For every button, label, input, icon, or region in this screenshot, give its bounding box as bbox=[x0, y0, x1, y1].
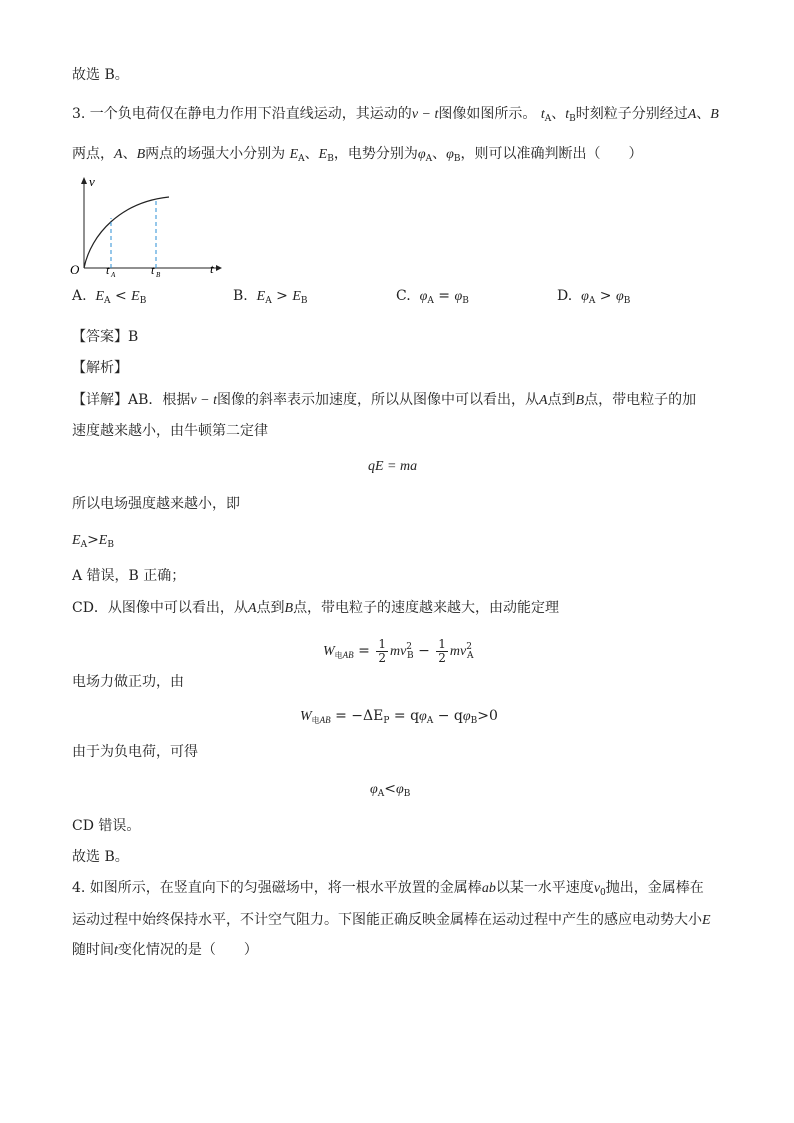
t-axis-arrow bbox=[216, 265, 222, 271]
detail-line-3: 所以电场强度越来越小，即 bbox=[72, 496, 240, 512]
tA-label: t bbox=[106, 263, 110, 277]
detail-line-1: 【详解】AB．根据v − t图像的斜率表示加速度，所以从图像中可以看出，从A点到B点，带电粒子的加 bbox=[72, 392, 697, 408]
v-axis-label: v bbox=[89, 174, 95, 189]
question-4-line-3: 随时间t变化情况的是（ ） bbox=[72, 942, 258, 958]
option-b[interactable]: B. $E_A > E_B$ bbox=[233, 288, 308, 306]
detail-line-10: 故选 B。 bbox=[72, 849, 129, 865]
question-4-line-2: 运动过程中始终保持水平，不计空气阻力。下图能正确反映金属棒在运动过程中产生的感应电动势大小E bbox=[72, 912, 711, 928]
detail-line-2: 速度越来越小，由牛顿第二定律 bbox=[72, 423, 268, 439]
detail-line-8: 由于为负电荷，可得 bbox=[72, 744, 198, 760]
previous-conclusion: 故选 B。 bbox=[72, 67, 129, 83]
v-t-graph bbox=[66, 170, 226, 280]
tB-label: t bbox=[151, 263, 155, 277]
detail-line-5: A 错误，B 正确； bbox=[72, 568, 186, 584]
tB-subscript: B bbox=[156, 271, 161, 279]
detail-line-7: 电场力做正功，由 bbox=[72, 674, 184, 690]
equation-work-energy: $W_{电AB}$ = $\frac{1}{2}$ $mv^2_B$ − $\frac{1}{2}$ $mv^2_A$ bbox=[323, 636, 474, 665]
detail-line-9: CD 错误。 bbox=[72, 818, 141, 834]
option-d[interactable]: D. $\varphi_A > \varphi_B$ bbox=[557, 288, 631, 306]
detail-line-6: CD．从图像中可以看出，从A点到B点，带电粒子的速度越来越大，由动能定理 bbox=[72, 600, 560, 616]
equation-field-work: $W_{电AB} = -\Delta E_P = q\varphi_A - q\varphi_B>0$ bbox=[300, 708, 498, 726]
origin-label: O bbox=[70, 262, 80, 277]
question-3-line-2: 两点，A、B两点的场强大小分别为 $E_A$、$E_B$，电势分别为$\varphi_A$、$\varphi_B$，则可以准确判断出（ ） bbox=[72, 146, 643, 164]
equation-newton: qE = ma bbox=[368, 459, 418, 474]
analysis-heading: 【解析】 bbox=[72, 360, 128, 376]
t-axis-label: t bbox=[210, 261, 214, 276]
inequality-phi: $\varphi_A<\varphi_B$ bbox=[370, 781, 411, 799]
answer-line: 【答案】B bbox=[72, 329, 139, 345]
tA-subscript: A bbox=[111, 271, 116, 279]
question-3-line-1: 3. 一个负电荷仅在静电力作用下沿直线运动，其运动的v − t图像如图所示。 $t_A$、$t_B$时刻粒子分别经过A、B bbox=[72, 106, 719, 124]
option-c[interactable]: C. $\varphi_A = \varphi_B$ bbox=[396, 288, 469, 306]
option-a[interactable]: A. $E_A < E_B$ bbox=[72, 288, 147, 306]
question-4-line-1: 4. 如图所示，在竖直向下的匀强磁场中，将一根水平放置的金属棒ab以某一水平速度$v_0$抛出，金属棒在 bbox=[72, 880, 704, 898]
inequality-e: $E_A>E_B$ bbox=[72, 532, 114, 550]
v-axis-arrow bbox=[81, 177, 87, 184]
